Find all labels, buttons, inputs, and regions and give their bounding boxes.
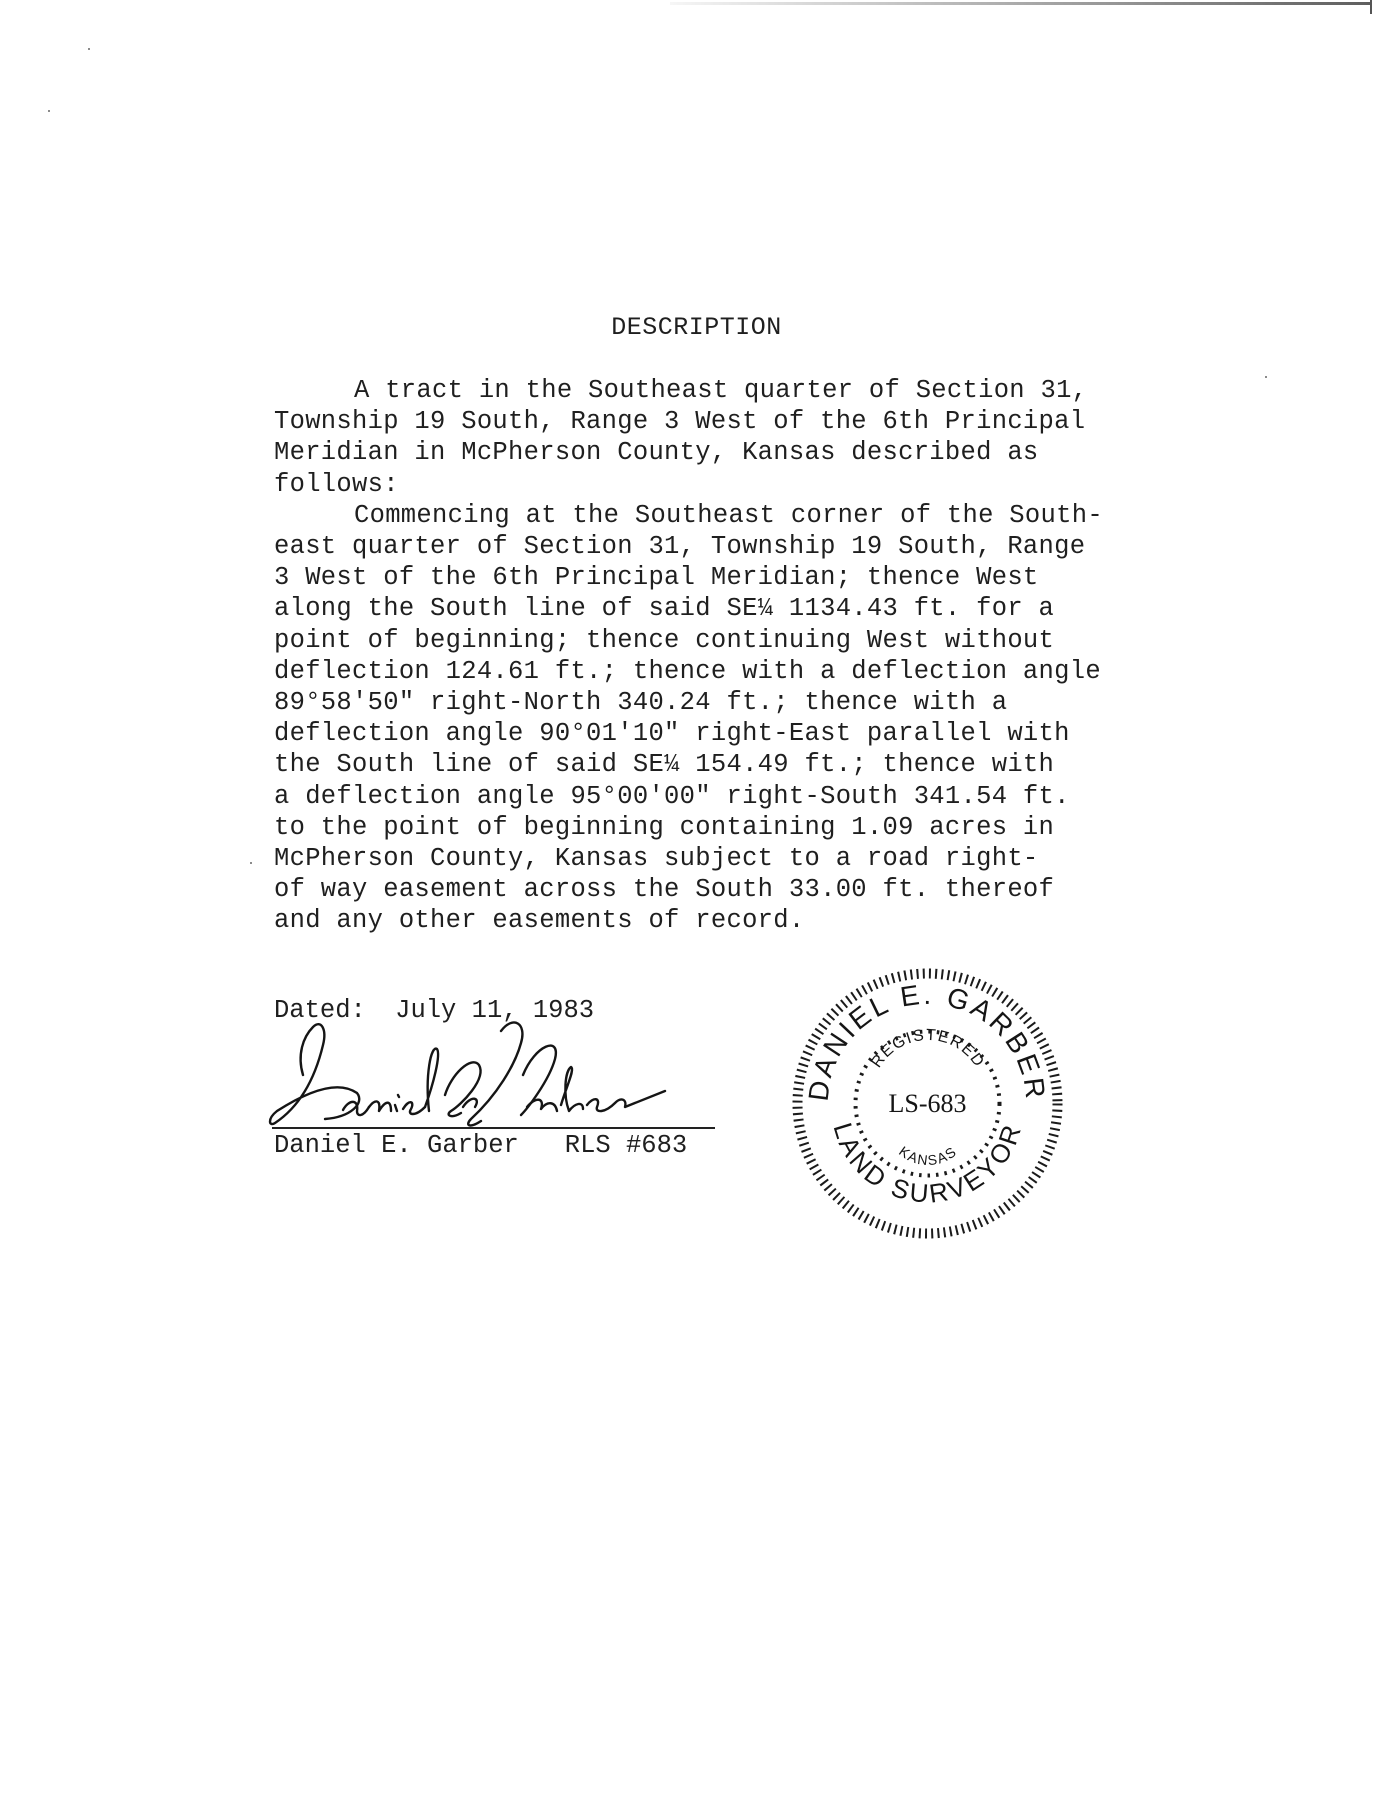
- text-line: deflection angle 90°01'10" right-East parallel with: [274, 719, 1070, 749]
- text-line: the South line of said SE¼ 154.49 ft.; thence with: [274, 750, 1055, 780]
- signer-name: Daniel E. Garber: [274, 1131, 519, 1160]
- legal-description: [274, 375, 1154, 937]
- text-line: a deflection angle 95°00'00" right-South 341.54 ft.: [274, 781, 1070, 811]
- dated-label: Dated:: [274, 996, 366, 1025]
- signature-line: [272, 1127, 715, 1129]
- scan-speck: [1265, 376, 1267, 378]
- surveyor-seal: [790, 966, 1065, 1241]
- text-line: Township 19 South, Range 3 West of the 6th Principal: [274, 407, 1086, 437]
- scan-speck: [48, 110, 50, 112]
- text-line: Meridian in McPherson County, Kansas described as: [274, 438, 1039, 468]
- text-line: and any other easements of record.: [274, 906, 805, 936]
- text-line: along the South line of said SE¼ 1134.43 ft. for a: [274, 594, 1055, 624]
- text-line: of way easement across the South 33.00 ft. thereof: [274, 875, 1055, 905]
- text-line: 3 West of the 6th Principal Meridian; thence West: [274, 563, 1039, 593]
- text-line: point of beginning; thence continuing West without: [274, 625, 1055, 655]
- text-line: McPherson County, Kansas subject to a road right-: [274, 844, 1039, 874]
- scan-edge-mark: [1370, 0, 1372, 14]
- text-line: follows:: [274, 469, 399, 499]
- license-number: RLS #683: [564, 1131, 688, 1160]
- document-title: DESCRIPTION: [611, 313, 782, 342]
- scan-speck: [250, 862, 252, 864]
- scan-speck: [88, 48, 90, 50]
- text-line: east quarter of Section 31, Township 19 South, Range: [274, 532, 1086, 562]
- seal-license-number: LS-683: [888, 1089, 967, 1118]
- seal-registered-text: REGISTERED: [868, 1026, 988, 1071]
- seal-state-text: KANSAS: [896, 1142, 960, 1169]
- handwritten-signature: [265, 1015, 685, 1135]
- seal-title-text: LAND SURVEYOR: [827, 1118, 1028, 1209]
- signer-block: [274, 1131, 687, 1160]
- text-line: to the point of beginning containing 1.09 acres in: [274, 812, 1055, 842]
- date-value: July 11, 1983: [395, 996, 595, 1025]
- text-line: A tract in the Southeast quarter of Section 31,: [354, 376, 1088, 405]
- text-line: 89°58'50" right-North 340.24 ft.; thence with a: [274, 688, 1008, 718]
- seal-name-text: DANIEL E. GARBER: [802, 978, 1052, 1103]
- text-line: deflection 124.61 ft.; thence with a deflection angle: [274, 656, 1101, 686]
- scan-edge-line: [670, 2, 1370, 5]
- text-line: Commencing at the Southeast corner of the South-: [354, 500, 1103, 530]
